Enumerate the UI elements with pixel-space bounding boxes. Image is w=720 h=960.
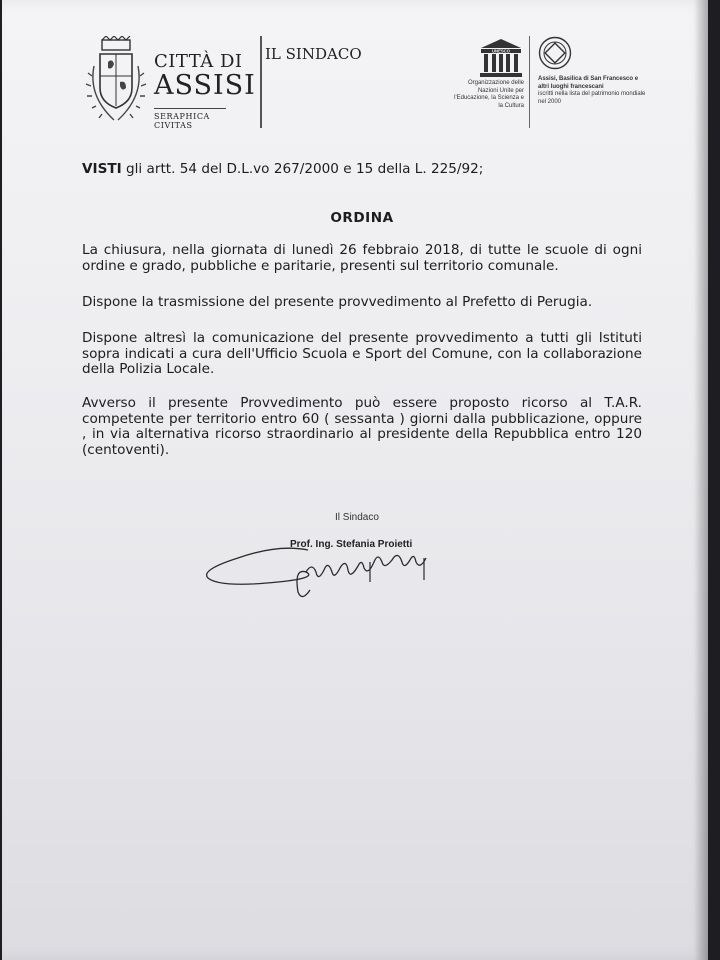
assisi-crest-icon <box>84 36 148 126</box>
heritage-listing-note: iscritti nella lista del patrimonio mondiale nel 2000 <box>538 91 646 105</box>
header-divider-2 <box>529 36 530 128</box>
signatory-name: Prof. Ing. Stefania Proietti <box>290 539 413 550</box>
city-motto: SERAPHICA CIVITAS <box>154 108 226 130</box>
document-page <box>2 0 708 960</box>
visti-text: gli artt. 54 del D.L.vo 267/2000 e 15 della L. 225/92; <box>121 161 484 177</box>
unesco-logo-icon <box>478 38 524 78</box>
page-shadow <box>694 0 708 960</box>
office-title: IL SINDACO <box>265 45 362 63</box>
city-name-line1: CITTÀ DI <box>154 51 243 72</box>
visti-line <box>82 162 642 178</box>
heritage-title: Assisi, Basilica di San Francesco e altri luoghi francescani <box>538 76 639 90</box>
unesco-caption: Organizzazione delle Nazioni Unite per l'Educazione, la Scienza e la Cultura <box>454 80 524 109</box>
paragraph-appeal: Avverso il presente Provvedimento può essere proposto ricorso al T.A.R. competente per territorio entro 60 ( sessanta ) giorni dalla pubblicazione, oppure , in via alternativa ricorso straordinario al presidente della Repubblica entro 120 (centoventi). <box>82 395 642 458</box>
ordina-heading: ORDINA <box>330 210 394 226</box>
paragraph-closure: La chiusura, nella giornata di lunedì 26 febbraio 2018, di tutte le scuole di ogni ordine e grado, pubbliche e paritarie, presenti sul territorio comunale. <box>82 242 642 274</box>
city-name-line2: ASSISI <box>154 70 256 101</box>
heritage-caption <box>538 76 648 106</box>
paragraph-prefect: Dispone la trasmissione del presente provvedimento al Prefetto di Perugia. <box>82 294 593 310</box>
city-name-block <box>154 52 256 130</box>
visti-lead: VISTI <box>82 161 122 177</box>
world-heritage-emblem-icon <box>538 36 572 70</box>
signature-title: Il Sindaco <box>335 512 379 523</box>
header-divider <box>260 36 262 128</box>
paragraph-communication: Dispone altresì la comunicazione del presente provvedimento a tutti gli Istituti sopra indicati a cura dell'Ufficio Scuola e Sport del Comune, con la collaborazione della Polizia Locale. <box>82 330 642 377</box>
unesco-logo-text: UNESCO <box>492 48 510 54</box>
